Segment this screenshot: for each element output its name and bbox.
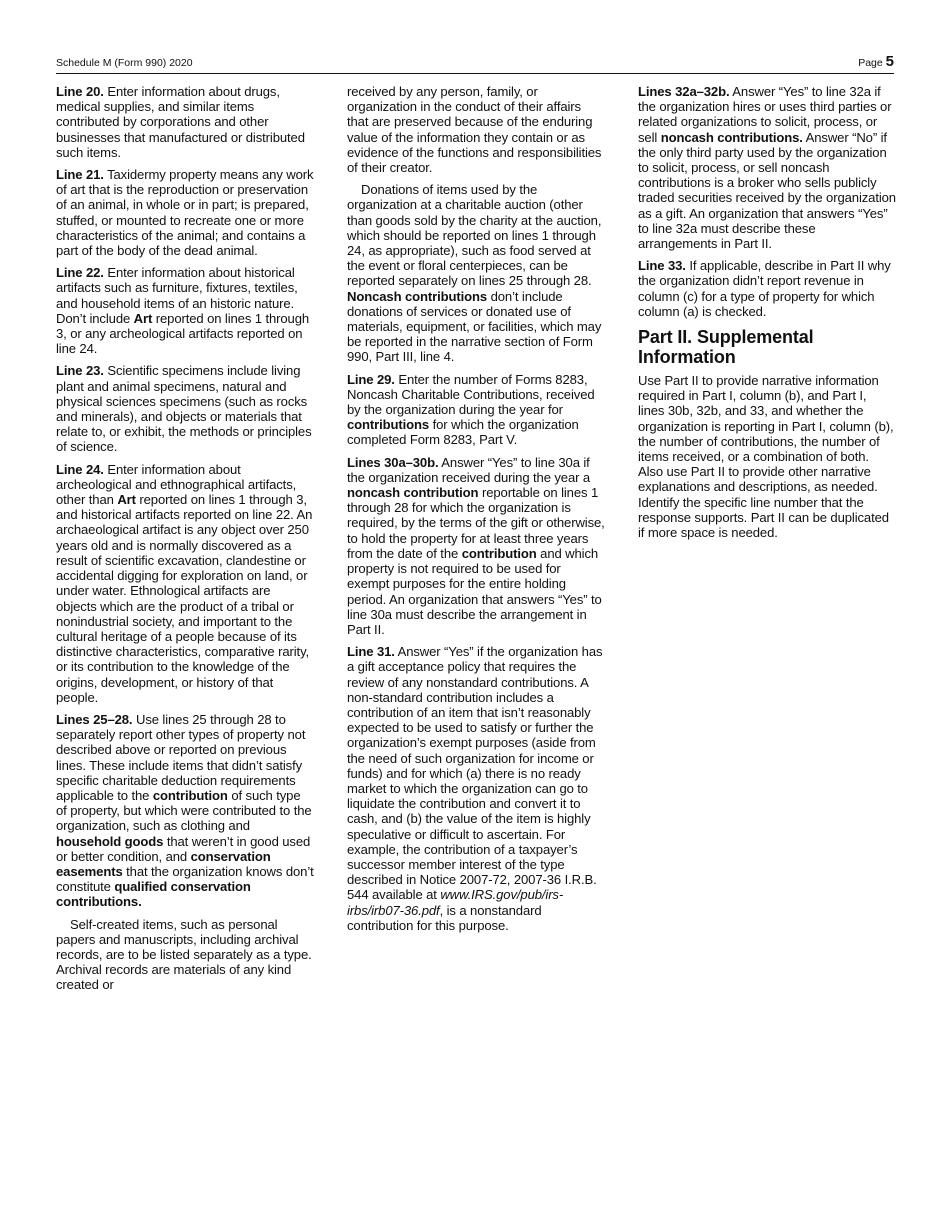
line-33-paragraph: Line 33. If applicable, describe in Part II why the organization didn’t report revenue in column (c) for a type of property for which column (a) is checked. <box>638 258 891 319</box>
line-label: Line 24. <box>56 461 104 477</box>
page-number: 5 <box>885 53 894 70</box>
line-label: Line 21. <box>56 167 104 183</box>
header-rule <box>56 73 894 74</box>
part-2-heading: Part II. Supplemental Information <box>638 327 814 368</box>
line-label: Line 20. <box>56 84 104 99</box>
self-created-items-paragraph: Self-created items, such as personal papers and manuscripts, including archival records, are to be listed separately as a type. Archival records are materials of any kind created or <box>56 916 312 993</box>
part-2-paragraph: Use Part II to provide narrative information required in Part I, column (b), and Part I, lines 30b, 32b, and 33, and whether the organization is reporting in Part I, column (b), the number of contributions, the number of items received, or a combination of both. Also use Part II to provide other narrative explanations and descriptions, as needed. Identify the specific line number that the response supports. Part II can be duplicated if more space is needed. <box>638 373 894 541</box>
archival-continuation-paragraph: received by any person, family, or organization in the conduct of their affairs that are preserved because of the enduring value of the information they contain or as evidence of the functions and responsibilities of their creator. <box>347 84 602 176</box>
line-label: Line 23. <box>56 363 104 379</box>
column-2 <box>347 84 605 940</box>
line-22-paragraph: Line 22. Enter information about historical artifacts such as furniture, fixtures, textiles, and household items of an historic nature. Don’t include Art reported on lines 1 through 3, or any archeological artifacts reported on line 24. <box>56 265 310 357</box>
irs-link[interactable]: www.IRS.gov/pub/irs-irbs/irb07-36.pdf <box>347 887 564 918</box>
form-title: Schedule M (Form 990) 2020 <box>56 57 193 69</box>
page-indicator <box>858 54 894 71</box>
line-label: Line 33. <box>638 258 686 274</box>
line-label: Line 31. <box>347 644 395 660</box>
auction-donations-paragraph: Donations of items used by the organization at a charitable auction (other than goods sold by the charity at the auction, which should be reported on lines 1 through 24, as appropriate), such as food served at the event or floral centerpieces, can be reported separately on lines 25 through 28. Noncash contributions don’t include donations of services or donated use of materials, equipment, or facilities, which may be reported in the narrative section of Form 990, Part III, line 4. <box>347 182 602 365</box>
line-24-paragraph: Line 24. Enter information about archeological and ethnographical artifacts, other than Art reported on lines 1 through 3, and historical artifacts reported on line 22. An archaeological artifact is any object over 250 years old and is normally discovered as a result of scientific excavation, clandestine or accidental digging for exploration on land, or under water. Ethnological artifacts are objects which are the product of a tribal or nonindustrial society, and important to the cultural heritage of a people because of its distinctive characteristics, comparative rarity, or its contribution to the knowledge of the origins, development, or history of that people. <box>56 461 313 705</box>
line-20-paragraph: Line 20. Enter information about drugs, medical supplies, and similar items contributed by corporations and other businesses that manufactured or distributed such items. <box>56 84 305 160</box>
lines-30a-30b-paragraph: Lines 30a–30b. Answer “Yes” to line 30a if the organization received during the year a noncash contribution reportable on lines 1 through 28 for which the organization is required, by the terms of the gift or otherwise, to hold the property for at least three years from the date of the contribution and which property is not required to be used for exempt purposes for the entire holding period. An organization that answers “Yes” to line 30a must describe the arrangement in Part II. <box>347 454 605 637</box>
line-31-paragraph: Line 31. Answer “Yes” if the organization has a gift acceptance policy that requires the review of any nonstandard contributions. A non-standard contribution includes a contribution of an item that isn’t reasonably expected to be used to satisfy or further the organization’s exempt purposes (aside from the need of such organization for income or funds) and for which (a) there is no ready market to which the organization can go to liquidate the contribution and convert it to cash, and (b) the value of the item is highly speculative or difficult to ascertain. For example, the contribution of a taxpayer’s successor member interest of the type described in Notice 2007-72, 2007-36 I.R.B. 544 available at www.IRS.gov/pub/irs-irbs/irb07-36.pdf, is a nonstandard contribution for this purpose. <box>347 644 603 933</box>
column-3 <box>638 84 896 547</box>
page-label: Page <box>858 57 883 69</box>
line-label: Lines 25–28. <box>56 711 133 727</box>
line-label: Lines 32a–32b. <box>638 84 730 99</box>
lines-32a-32b-paragraph: Lines 32a–32b. Answer “Yes” to line 32a if the organization hires or uses third parties or related organizations to solicit, process, or sell noncash contributions. Answer “No” if the only third party used by the organization to solicit, process, or sell noncash contributions is a broker who sells publicly traded securities received by the organization as a gift. An organization that answers “Yes” to line 32a must describe these arrangements in Part II. <box>638 84 896 252</box>
line-21-paragraph: Line 21. Taxidermy property means any work of art that is the reproduction or preservation of an animal, in whole or in part; is prepared, stuffed, or mounted to recreate one or more characteristics of the animal; and contains a part of the body of the dead animal. <box>56 167 314 259</box>
line-label: Lines 30a–30b. <box>347 454 439 470</box>
line-label: Line 29. <box>347 371 395 387</box>
lines-25-28-paragraph: Lines 25–28. Use lines 25 through 28 to separately report other types of property not described above or reported on previous lines. These include items that didn’t satisfy specific charitable deduction requirements applicable to the contribution of such type of property, but which were contributed to the organization, such as clothing and household goods that weren’t in good used or better condition, and conservation easements that the organization knows don’t constitute qualified conservation contributions. <box>56 711 314 910</box>
line-29-paragraph: Line 29. Enter the number of Forms 8283, Noncash Charitable Contributions, received by the organization during the year for contributions for which the organization completed Form 8283, Part V. <box>347 371 595 448</box>
column-1 <box>56 84 314 1000</box>
line-label: Line 22. <box>56 265 104 281</box>
line-23-paragraph: Line 23. Scientific specimens include living plant and animal specimens, natural and physical sciences specimens (such as rocks and minerals), and objects or materials that relate to, or exhibit, the methods or principles of science. <box>56 363 312 455</box>
